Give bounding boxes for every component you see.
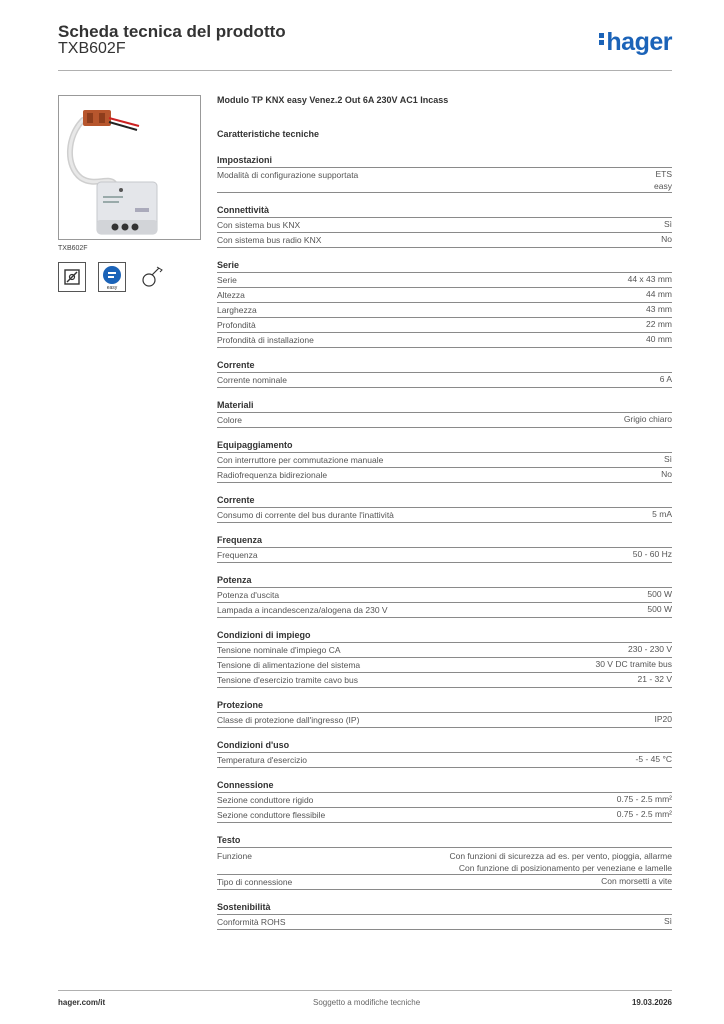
spec-value-line: 30 V DC tramite bus (595, 659, 672, 669)
spec-label: Altezza (217, 290, 245, 300)
spec-label: Conformità ROHS (217, 917, 286, 927)
spec-label: Con sistema bus KNX (217, 220, 301, 230)
spec-value-line: No (661, 469, 672, 479)
spec-value (628, 643, 672, 657)
spec-label: Sezione conduttore rigido (217, 795, 314, 805)
spec-value (660, 373, 672, 387)
header-divider (58, 70, 672, 71)
footer-date: 19.03.2026 (631, 998, 672, 1007)
section-title: Connettività (217, 203, 672, 218)
spec-label: Radiofrequenza bidirezionale (217, 470, 328, 480)
section-title: Connessione (217, 778, 672, 793)
manual-switch-icon (58, 262, 86, 292)
spec-value (646, 303, 672, 317)
spec-label: Funzione (217, 851, 252, 861)
spec-value-line: 21 - 32 V (637, 674, 672, 684)
spec-value (636, 753, 672, 767)
spec-value (601, 875, 672, 889)
spec-row (217, 303, 672, 318)
spec-label: Corrente nominale (217, 375, 287, 385)
spec-value (646, 333, 672, 347)
spec-row (217, 875, 672, 890)
spec-value (654, 168, 672, 192)
section-title: Frequenza (217, 533, 672, 548)
spec-value-line: No (661, 234, 672, 244)
section-title: Condizioni d'uso (217, 738, 672, 753)
hager-logo (599, 28, 672, 57)
technical-content (217, 95, 672, 930)
spec-value-line: 40 mm (646, 334, 672, 344)
spec-value (624, 413, 672, 427)
spec-row (217, 603, 672, 618)
spec-row (217, 273, 672, 288)
spec-value (449, 850, 672, 874)
spec-label: Colore (217, 415, 243, 425)
spec-row (217, 643, 672, 658)
spec-value (633, 548, 672, 562)
spec-value-line: Sì (663, 916, 672, 926)
spec-row (217, 333, 672, 348)
spec-row (217, 218, 672, 233)
spec-label: Larghezza (217, 305, 257, 315)
spec-row (217, 915, 672, 930)
spec-value-line: 44 x 43 mm (627, 274, 672, 284)
spec-value-line: 500 W (647, 604, 672, 614)
spec-row (217, 588, 672, 603)
spec-value (661, 468, 672, 482)
characteristics-title: Caratteristiche tecniche (217, 129, 320, 139)
spec-value-line: ETS (655, 169, 672, 179)
spec-row (217, 793, 672, 808)
spec-value (646, 318, 672, 332)
footer-divider (58, 990, 672, 991)
spec-value-line: Con funzione di posizionamento per veneziane e lamelle (458, 863, 672, 873)
section-title: Testo (217, 833, 672, 848)
logo-dots-icon (599, 31, 604, 47)
knx-ets-icon (138, 262, 166, 292)
spec-row (217, 233, 672, 248)
section-title: Materiali (217, 398, 672, 413)
spec-label: Consumo di corrente del bus durante l'inattività (217, 510, 394, 520)
section-title: Potenza (217, 573, 672, 588)
spec-label: Profondità (217, 320, 256, 330)
spec-value-line: Sì (663, 219, 672, 229)
section-title: Corrente (217, 493, 672, 508)
spec-value-line: easy (654, 181, 672, 191)
spec-value-line: 0.75 - 2.5 mm² (616, 794, 672, 804)
spec-value-line: Sì (663, 454, 672, 464)
spec-value-line: 500 W (647, 589, 672, 599)
spec-label: Tensione d'esercizio tramite cavo bus (217, 675, 358, 685)
spec-sections (217, 153, 672, 930)
footer-note: Soggetto a modifiche tecniche (313, 998, 421, 1007)
spec-row (217, 413, 672, 428)
spec-value-line: 230 - 230 V (628, 644, 672, 654)
spec-row (217, 318, 672, 333)
section-title: Serie (217, 258, 672, 273)
spec-row (217, 508, 672, 523)
spec-row (217, 548, 672, 563)
spec-row (217, 713, 672, 728)
spec-value-line: 22 mm (646, 319, 672, 329)
spec-value (617, 793, 672, 807)
spec-value (664, 915, 672, 929)
spec-row (217, 673, 672, 688)
spec-value (628, 273, 672, 287)
spec-value (661, 233, 672, 247)
spec-value (617, 808, 672, 822)
product-illustration-icon (59, 96, 201, 240)
spec-row (217, 808, 672, 823)
spec-label: Frequenza (217, 550, 258, 560)
spec-row (217, 453, 672, 468)
spec-row (217, 468, 672, 483)
product-code: TXB602F (58, 40, 126, 57)
spec-value-line: 0.75 - 2.5 mm² (616, 809, 672, 819)
spec-row (217, 848, 672, 875)
spec-row (217, 168, 672, 193)
spec-label: Serie (217, 275, 237, 285)
spec-value-line: IP20 (654, 714, 672, 724)
section-title: Equipaggiamento (217, 438, 672, 453)
spec-label: Con interruttore per commutazione manuale (217, 455, 384, 465)
spec-label: Sezione conduttore flessibile (217, 810, 326, 820)
spec-value (664, 218, 672, 232)
spec-value-line: 5 mA (652, 509, 672, 519)
spec-label: Profondità di installazione (217, 335, 314, 345)
section-title: Sostenibilità (217, 900, 672, 915)
section-title: Corrente (217, 358, 672, 373)
logo-text: hager (606, 28, 672, 56)
spec-row (217, 373, 672, 388)
spec-value (664, 453, 672, 467)
spec-value-line: 50 - 60 Hz (632, 549, 672, 559)
spec-row (217, 288, 672, 303)
knx-easy-icon (98, 262, 126, 292)
feature-icons (58, 262, 166, 292)
section-title: Condizioni di impiego (217, 628, 672, 643)
spec-label: Tipo di connessione (217, 877, 293, 887)
product-caption: TXB602F (58, 245, 88, 252)
spec-row (217, 658, 672, 673)
spec-value-line: Grigio chiaro (623, 414, 672, 424)
section-title: Protezione (217, 698, 672, 713)
spec-label: Tensione di alimentazione del sistema (217, 660, 361, 670)
spec-value (646, 288, 672, 302)
spec-label: Temperatura d'esercizio (217, 755, 307, 765)
spec-value-line: -5 - 45 °C (635, 754, 672, 764)
spec-value (595, 658, 672, 672)
knx-easy-label: easy (106, 285, 118, 290)
page-title: Scheda tecnica del prodotto (58, 22, 286, 41)
section-title: Impostazioni (217, 153, 672, 168)
spec-value (655, 713, 673, 727)
spec-row (217, 753, 672, 768)
spec-value-line: Con morsetti a vite (601, 876, 672, 886)
spec-value (652, 508, 672, 522)
spec-value-line: 44 mm (646, 289, 672, 299)
spec-value (638, 673, 673, 687)
spec-label: Con sistema bus radio KNX (217, 235, 322, 245)
spec-label: Modalità di configurazione supportata (217, 170, 359, 180)
spec-value (647, 603, 672, 617)
spec-value-line: 6 A (659, 374, 672, 384)
product-name: Modulo TP KNX easy Venez.2 Out 6A 230V AC1 Incass (217, 95, 449, 105)
spec-value-line: Con funzioni di sicurezza ad es. per vento, pioggia, allarme (449, 851, 672, 861)
spec-label: Potenza d'uscita (217, 590, 280, 600)
spec-label: Classe di protezione dall'ingresso (IP) (217, 715, 360, 725)
spec-value (647, 588, 672, 602)
spec-label: Tensione nominale d'impiego CA (217, 645, 341, 655)
product-image (58, 95, 201, 240)
page-header (58, 20, 672, 68)
footer-website[interactable]: hager.com/it (58, 998, 106, 1007)
spec-label: Lampada a incandescenza/alogena da 230 V (217, 605, 388, 615)
spec-value-line: 43 mm (646, 304, 672, 314)
